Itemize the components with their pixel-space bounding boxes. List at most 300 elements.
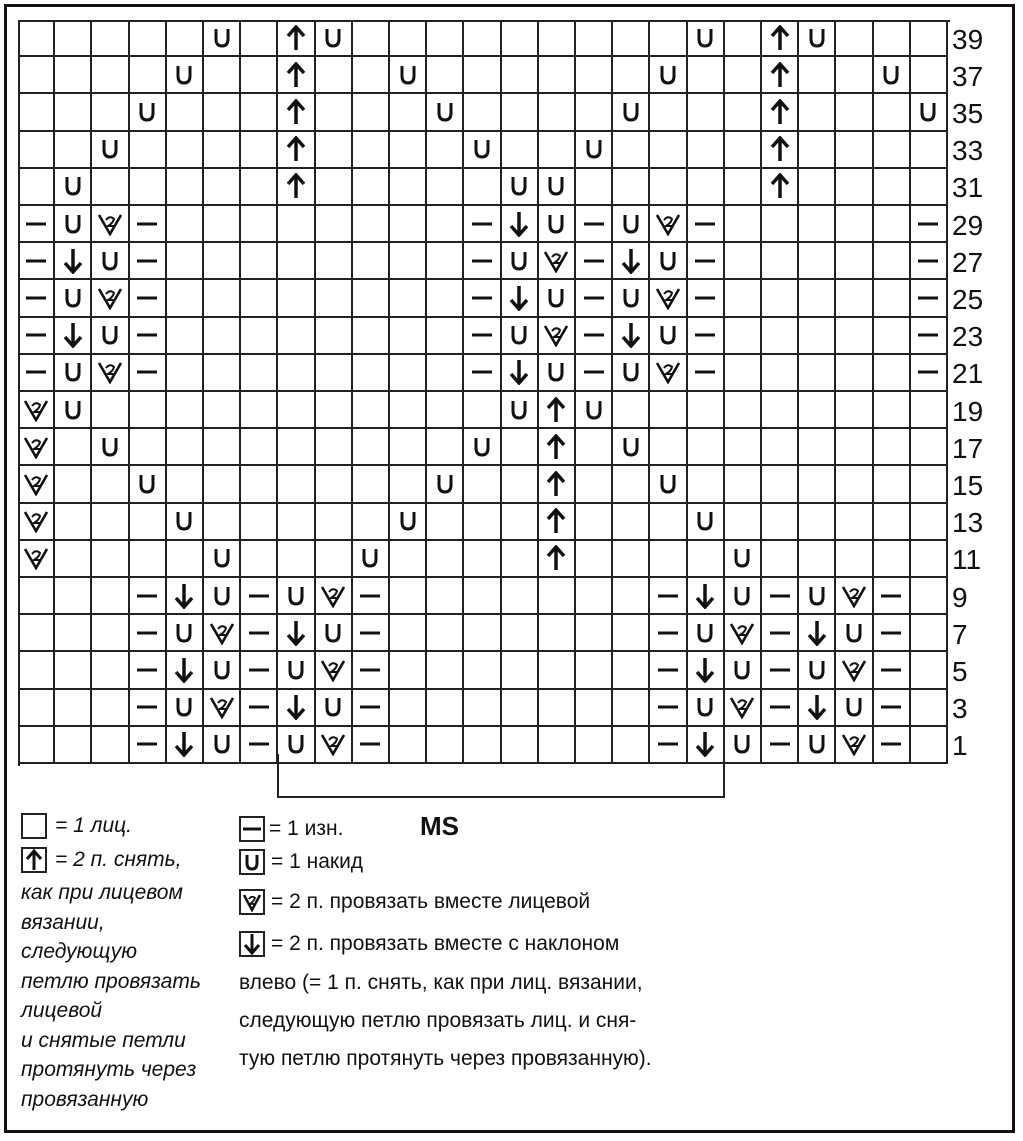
chart-cell-knit [725, 132, 762, 169]
yarn-over-icon [733, 733, 751, 755]
yarn-over-icon [808, 585, 826, 607]
double-decrease-icon [546, 508, 566, 534]
chart-cell-knit [576, 94, 613, 131]
chart-cell-yarn-over [55, 169, 92, 206]
chart-cell-knit [278, 243, 315, 280]
k2tog-icon [97, 286, 123, 310]
double-decrease-icon [546, 471, 566, 497]
chart-cell-knit [353, 169, 390, 206]
chart-cell-knit [390, 652, 427, 689]
chart-cell-yarn-over [92, 243, 129, 280]
purl-icon [880, 630, 902, 636]
chart-cell-purl [576, 243, 613, 280]
ssk-icon [63, 322, 83, 348]
chart-cell-knit [390, 132, 427, 169]
chart-cell-ssk [55, 318, 92, 355]
chart-cell-k2tog [650, 206, 687, 243]
chart-cell-knit [911, 466, 948, 503]
chart-cell-knit [427, 652, 464, 689]
chart-cell-yarn-over [725, 541, 762, 578]
chart-cell-knit [539, 132, 576, 169]
yarn-over-icon [64, 399, 82, 421]
chart-cell-knit [725, 392, 762, 429]
yarn-over-icon [101, 436, 119, 458]
chart-cell-knit [55, 429, 92, 466]
chart-cell-knit [18, 727, 55, 764]
purl-icon [25, 369, 47, 375]
chart-cell-yarn-over [92, 429, 129, 466]
purl-icon [359, 593, 381, 599]
chart-cell-knit [390, 280, 427, 317]
chart-cell-knit [18, 20, 55, 57]
chart-cell-knit [464, 578, 501, 615]
k2tog-icon [97, 212, 123, 236]
purl-icon [136, 630, 158, 636]
purl-icon [880, 593, 902, 599]
purl-icon [25, 221, 47, 227]
yarn-over-icon [473, 436, 491, 458]
yarn-over-icon [547, 287, 565, 309]
chart-cell-purl [911, 243, 948, 280]
k2tog-icon [543, 323, 569, 347]
chart-cell-knit [613, 57, 650, 94]
chart-cell-knit [390, 318, 427, 355]
row-number-label: 5 [952, 656, 968, 687]
yarn-over-icon [659, 324, 677, 346]
chart-cell-knit [204, 504, 241, 541]
chart-cell-ssk [502, 280, 539, 317]
chart-cell-yarn-over [725, 652, 762, 689]
chart-cell-purl [762, 727, 799, 764]
chart-cell-knit [167, 94, 204, 131]
chart-cell-knit [167, 318, 204, 355]
chart-cell-knit [167, 355, 204, 392]
chart-cell-knit [55, 615, 92, 652]
ssk-icon [621, 248, 641, 274]
chart-cell-yarn-over [539, 355, 576, 392]
yarn-over-icon [324, 696, 342, 718]
chart-cell-knit [316, 504, 353, 541]
k2tog-legend-icon [239, 889, 265, 915]
chart-cell-knit [316, 94, 353, 131]
double-decrease-legend-text [55, 846, 181, 874]
chart-cell-knit [762, 429, 799, 466]
chart-cell-knit [18, 57, 55, 94]
chart-cell-knit [92, 541, 129, 578]
chart-cell-knit [427, 169, 464, 206]
chart-cell-knit [278, 392, 315, 429]
purl-icon [769, 630, 791, 636]
chart-cell-ssk [688, 652, 725, 689]
k2tog-icon [841, 658, 867, 682]
chart-cell-knit [316, 466, 353, 503]
chart-cell-knit [836, 169, 873, 206]
purl-icon [136, 593, 158, 599]
chart-cell-knit [390, 541, 427, 578]
ssk-icon [807, 620, 827, 646]
ssk-icon [286, 620, 306, 646]
ssk-icon [174, 731, 194, 757]
yarn-over-icon [510, 399, 528, 421]
chart-cell-knit [836, 318, 873, 355]
chart-cell-yarn-over [799, 727, 836, 764]
chart-cell-knit [241, 280, 278, 317]
chart-cell-knit [502, 94, 539, 131]
purl-icon [694, 221, 716, 227]
chart-cell-knit [316, 392, 353, 429]
purl-icon [583, 295, 605, 301]
chart-cell-purl [130, 355, 167, 392]
chart-cell-knit [464, 169, 501, 206]
row-number-label: 17 [952, 432, 984, 464]
ssk-legend-line: тую петлю протянуть через провязанную). [239, 1047, 652, 1070]
yarn-over-icon [361, 547, 379, 569]
yarn-over-icon [399, 64, 417, 86]
chart-cell-knit [539, 94, 576, 131]
chart-cell-yarn-over [427, 94, 464, 131]
chart-cell-k2tog [316, 578, 353, 615]
chart-cell-knit [278, 355, 315, 392]
chart-cell-purl [650, 652, 687, 689]
chart-cell-knit [502, 504, 539, 541]
chart-cell-knit [427, 504, 464, 541]
chart-cell-yarn-over [650, 466, 687, 503]
purl-icon [657, 667, 679, 673]
chart-cell-knit [464, 57, 501, 94]
chart-cell-knit [427, 578, 464, 615]
k2tog-icon [320, 584, 346, 608]
chart-cell-knit [725, 466, 762, 503]
k2tog-icon [23, 472, 49, 496]
double-decrease-icon [770, 25, 790, 51]
chart-cell-knit [464, 652, 501, 689]
chart-cell-knit [464, 94, 501, 131]
chart-cell-knit [836, 94, 873, 131]
chart-cell-knit [427, 429, 464, 466]
chart-cell-knit [688, 466, 725, 503]
chart-cell-purl [353, 578, 390, 615]
chart-cell-yarn-over [278, 652, 315, 689]
chart-cell-knit [874, 132, 911, 169]
chart-cell-purl [688, 206, 725, 243]
chart-cell-double-decrease [539, 466, 576, 503]
yarn-over-icon [547, 361, 565, 383]
chart-cell-knit [502, 541, 539, 578]
row-number-label: 15 [952, 470, 984, 501]
chart-cell-ssk [799, 690, 836, 727]
k2tog-icon [23, 398, 49, 422]
chart-cell-knit [390, 169, 427, 206]
k2tog-icon [209, 695, 235, 719]
chart-cell-knit [911, 690, 948, 727]
yarn-over-icon [659, 250, 677, 272]
chart-cell-knit [55, 20, 92, 57]
chart-cell-knit [427, 280, 464, 317]
chart-cell-knit [204, 429, 241, 466]
chart-cell-knit [762, 206, 799, 243]
yarn-over-icon [510, 324, 528, 346]
chart-cell-knit [539, 20, 576, 57]
chart-cell-knit [18, 94, 55, 131]
chart-cell-knit [613, 652, 650, 689]
purl-icon [694, 295, 716, 301]
chart-cell-double-decrease [762, 20, 799, 57]
chart-cell-knit [799, 429, 836, 466]
chart-cell-purl [130, 243, 167, 280]
purl-legend-icon [239, 816, 265, 842]
purl-icon [248, 741, 270, 747]
chart-cell-ssk [167, 652, 204, 689]
chart-cell-purl [18, 318, 55, 355]
purl-icon [471, 332, 493, 338]
chart-cell-knit [650, 541, 687, 578]
chart-cell-purl [464, 280, 501, 317]
chart-cell-yarn-over [799, 578, 836, 615]
chart-cell-knit [204, 355, 241, 392]
ssk-legend-line: = 2 п. провязать вместе с наклоном [271, 932, 620, 955]
chart-cell-knit [911, 727, 948, 764]
chart-cell-knit [613, 615, 650, 652]
chart-cell-purl [576, 280, 613, 317]
chart-cell-knit [427, 57, 464, 94]
chart-cell-purl [576, 206, 613, 243]
chart-cell-knit [167, 280, 204, 317]
purl-icon [769, 704, 791, 710]
chart-cell-knit [464, 392, 501, 429]
chart-cell-knit [204, 169, 241, 206]
chart-cell-knit [464, 541, 501, 578]
k2tog-icon [23, 546, 49, 570]
chart-cell-knit [427, 355, 464, 392]
chart-cell-yarn-over [502, 243, 539, 280]
chart-cell-yarn-over [650, 318, 687, 355]
row-number-label: 33 [952, 135, 984, 167]
chart-cell-purl [130, 652, 167, 689]
chart-cell-purl [688, 243, 725, 280]
chart-cell-knit [576, 466, 613, 503]
chart-cell-ssk [278, 615, 315, 652]
chart-cell-purl [576, 318, 613, 355]
chart-cell-double-decrease [539, 429, 576, 466]
ssk-legend-line: влево (= 1 п. снять, как при лиц. вязании, [239, 971, 643, 994]
yarn-over-icon [733, 547, 751, 569]
chart-cell-double-decrease [762, 94, 799, 131]
chart-cell-knit [613, 504, 650, 541]
yarn-over-icon [399, 510, 417, 532]
yarn-over-icon [919, 101, 937, 123]
chart-cell-knit [167, 20, 204, 57]
chart-cell-knit [911, 20, 948, 57]
chart-cell-yarn-over [911, 94, 948, 131]
chart-cell-knit [836, 541, 873, 578]
chart-cell-knit [762, 466, 799, 503]
chart-cell-knit [316, 169, 353, 206]
chart-cell-knit [650, 429, 687, 466]
k2tog-icon [23, 509, 49, 533]
yarn-over-icon [622, 101, 640, 123]
chart-cell-ssk [613, 318, 650, 355]
chart-cell-ssk [502, 355, 539, 392]
chart-cell-knit [390, 243, 427, 280]
purl-icon [769, 741, 791, 747]
yarn-over-icon [845, 622, 863, 644]
chart-cell-purl [911, 206, 948, 243]
chart-cell-knit [576, 541, 613, 578]
chart-cell-knit [725, 206, 762, 243]
chart-cell-knit [427, 132, 464, 169]
purl-icon [359, 630, 381, 636]
chart-cell-knit [204, 132, 241, 169]
yarn-over-icon [547, 213, 565, 235]
chart-cell-knit [650, 94, 687, 131]
k2tog-icon [655, 360, 681, 384]
purl-legend-text: = 1 изн. [269, 817, 344, 840]
chart-cell-knit [762, 355, 799, 392]
yarn-over-icon [659, 64, 677, 86]
chart-cell-knit [874, 169, 911, 206]
chart-cell-yarn-over [55, 206, 92, 243]
chart-cell-knit [911, 57, 948, 94]
chart-cell-yarn-over [725, 578, 762, 615]
yarn-over-icon [213, 547, 231, 569]
chart-cell-knit [762, 392, 799, 429]
chart-cell-knit [836, 504, 873, 541]
chart-cell-yarn-over [55, 392, 92, 429]
chart-cell-knit [390, 429, 427, 466]
chart-cell-purl [874, 578, 911, 615]
yarn-over-icon [510, 175, 528, 197]
chart-cell-purl [688, 280, 725, 317]
chart-cell-k2tog [92, 280, 129, 317]
double-decrease-icon [286, 173, 306, 199]
chart-cell-yarn-over [353, 541, 390, 578]
chart-cell-purl [353, 652, 390, 689]
chart-cell-knit [427, 690, 464, 727]
purl-icon [694, 332, 716, 338]
chart-cell-purl [762, 652, 799, 689]
double-decrease-legend-continuation [21, 878, 201, 1114]
purl-icon [136, 667, 158, 673]
purl-icon [917, 369, 939, 375]
ssk-legend-line: следующую петлю провязать лиц. и сня- [239, 1009, 637, 1032]
row-number-label: 13 [952, 507, 984, 539]
chart-cell-yarn-over [613, 355, 650, 392]
row-number-label: 25 [952, 284, 984, 315]
chart-cell-yarn-over [316, 690, 353, 727]
chart-cell-yarn-over [539, 280, 576, 317]
chart-cell-knit [316, 57, 353, 94]
chart-cell-k2tog [836, 652, 873, 689]
yarn-over-icon [101, 138, 119, 160]
yarn-over-icon [622, 361, 640, 383]
chart-cell-knit [427, 243, 464, 280]
chart-cell-double-decrease [278, 94, 315, 131]
knit-legend-text: = 1 лиц. [55, 814, 132, 837]
chart-cell-knit [92, 392, 129, 429]
ssk-icon [63, 248, 83, 274]
chart-cell-knit [278, 280, 315, 317]
chart-cell-knit [650, 20, 687, 57]
chart-cell-purl [650, 615, 687, 652]
chart-cell-yarn-over [576, 392, 613, 429]
chart-cell-yarn-over [390, 504, 427, 541]
chart-cell-knit [502, 20, 539, 57]
yarn-over-icon [696, 696, 714, 718]
chart-cell-yarn-over [725, 727, 762, 764]
chart-cell-purl [576, 355, 613, 392]
chart-cell-knit [55, 690, 92, 727]
chart-cell-yarn-over [167, 615, 204, 652]
chart-cell-knit [130, 504, 167, 541]
chart-cell-k2tog [92, 206, 129, 243]
chart-cell-knit [874, 94, 911, 131]
double-decrease-legend-line: следующую [21, 940, 138, 963]
yarn-over-icon [845, 696, 863, 718]
chart-cell-knit [502, 429, 539, 466]
chart-cell-knit [241, 466, 278, 503]
chart-cell-knit [204, 392, 241, 429]
purl-icon [136, 258, 158, 264]
chart-cell-yarn-over [130, 94, 167, 131]
chart-cell-knit [390, 690, 427, 727]
chart-cell-knit [167, 169, 204, 206]
yarn-over-icon [547, 175, 565, 197]
chart-cell-knit [874, 280, 911, 317]
chart-cell-yarn-over [836, 615, 873, 652]
chart-cell-knit [576, 652, 613, 689]
yarn-over-icon [585, 138, 603, 160]
chart-cell-knit [278, 466, 315, 503]
chart-cell-k2tog [204, 690, 241, 727]
chart-cell-purl [911, 280, 948, 317]
chart-cell-knit [613, 578, 650, 615]
chart-cell-knit [353, 392, 390, 429]
chart-cell-knit [874, 355, 911, 392]
chart-cell-yarn-over [502, 318, 539, 355]
k2tog-icon [655, 212, 681, 236]
purl-icon [583, 258, 605, 264]
yarn-over-icon [622, 436, 640, 458]
chart-cell-knit [204, 318, 241, 355]
chart-cell-knit [874, 318, 911, 355]
page-frame [4, 4, 1015, 1133]
chart-cell-knit [836, 280, 873, 317]
yarn-over-icon [733, 659, 751, 681]
yarn-over-icon [324, 27, 342, 49]
chart-cell-knit [539, 615, 576, 652]
chart-cell-yarn-over [55, 280, 92, 317]
chart-cell-knit [874, 504, 911, 541]
chart-cell-purl [688, 355, 725, 392]
chart-cell-knit [204, 57, 241, 94]
row-number-label: 3 [952, 693, 968, 725]
chart-cell-knit [278, 206, 315, 243]
chart-cell-knit [576, 504, 613, 541]
chart-cell-purl [762, 690, 799, 727]
double-decrease-icon [286, 99, 306, 125]
purl-icon [583, 369, 605, 375]
chart-cell-knit [911, 578, 948, 615]
chart-cell-knit [650, 132, 687, 169]
chart-cell-knit [204, 94, 241, 131]
chart-cell-knit [502, 615, 539, 652]
yarn-over-icon [696, 622, 714, 644]
chart-cell-knit [799, 504, 836, 541]
chart-cell-knit [799, 243, 836, 280]
chart-cell-yarn-over [874, 57, 911, 94]
chart-cell-knit [92, 504, 129, 541]
k2tog-icon [655, 286, 681, 310]
